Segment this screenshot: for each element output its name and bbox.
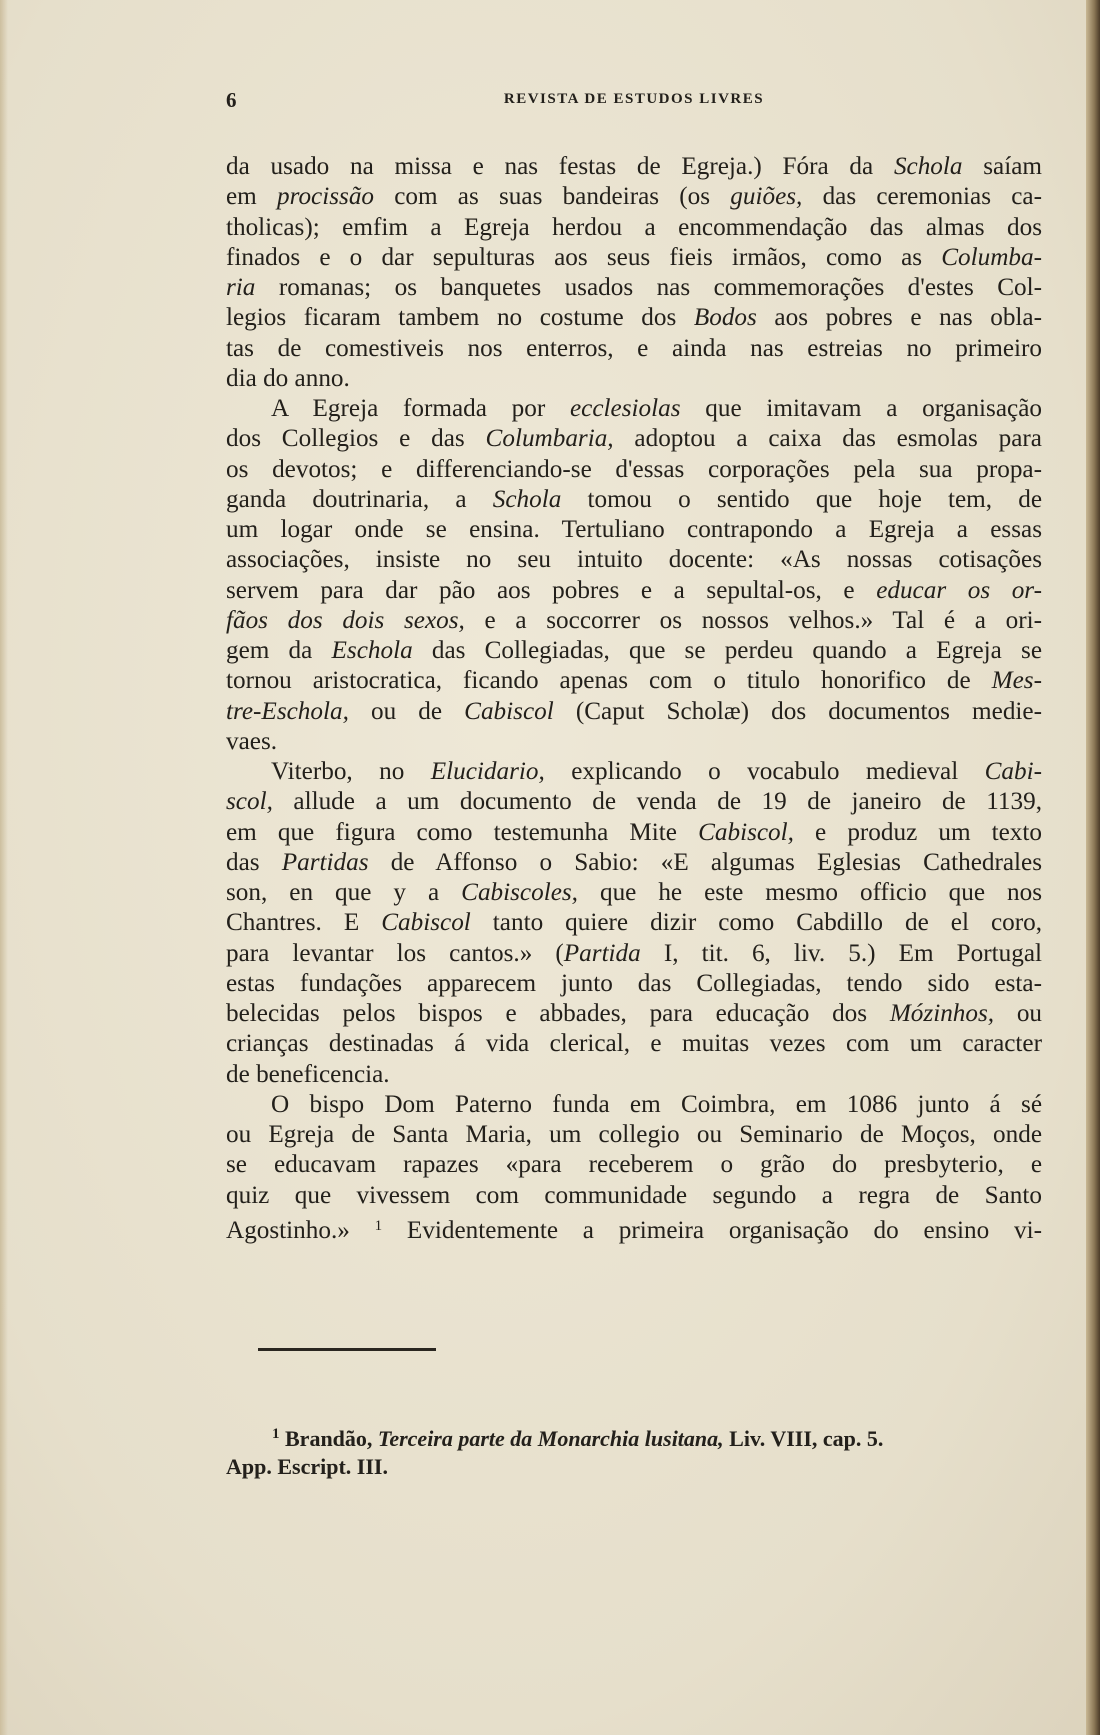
text-line: belecidas pelos bispos e abbades, para educação dos Mózinhos, ou [226, 1000, 1043, 1027]
text-line: ria romanas; os banquetes usados nas commemorações d'estes Col- [226, 274, 1042, 301]
text-line: um logar onde se ensina. Tertuliano contrapondo a Egreja a essas [226, 516, 1042, 543]
text-line: gem da Eschola das Collegiadas, que se perdeu quando a Egreja se [226, 637, 1043, 664]
text-line: Viterbo, no Elucidario, explicando o vocabulo medieval Cabi- [271, 758, 1042, 785]
text-line: tornou aristocratica, ficando apenas com o titulo honorifico de Mes- [226, 667, 1042, 695]
footnote-rule [258, 1348, 436, 1351]
text-line: legios ficaram tambem no costume dos Bodos aos pobres e nas obla- [226, 304, 1043, 332]
page-right-edge [1086, 0, 1100, 1735]
text-line: em que figura como testemunha Mite Cabiscol, e produz um texto [226, 818, 1042, 846]
body-text [226, 152, 1043, 1244]
text-line: em procissão com as suas bandeiras (os guiões, das ceremonias ca- [226, 183, 1042, 211]
text-line: da usado na missa e nas festas de Egreja.) Fóra da Schola saíam [226, 153, 1042, 180]
text-line: ou Egreja de Santa Maria, um collegio ou Seminario de Moços, onde [226, 1121, 1042, 1148]
text-line: estas fundações apparecem junto das Collegiadas, tendo sido esta- [226, 969, 1042, 997]
page-left-edge [0, 0, 8, 1735]
text-line: dia do anno. [226, 364, 350, 392]
text-line: son, en que y a Cabiscoles, que he este mesmo officio que nos [226, 879, 1042, 906]
text-line: A Egreja formada por ecclesiolas que imitavam a organisação [271, 395, 1042, 422]
text-line: de beneficencia. [226, 1060, 390, 1088]
running-title: REVISTA DE ESTUDOS LIVRES [503, 91, 765, 107]
text-line: ganda doutrinaria, a Schola tomou o sentido que hoje tem, de [226, 485, 1043, 513]
text-line: das Partidas de Affonso o Sabio: «E algumas Eglesias Cathedrales [226, 848, 1043, 876]
footnote-line: $^1$ Brandão, Terceira parte da Monarchia lusitana, Liv. VIII, cap. 5. [272, 1426, 884, 1451]
text-line: O bispo Dom Paterno funda em Coimbra, em 1086 junto á sé [271, 1090, 1042, 1118]
text-line: finados e o dar sepulturas aos seus fieis irmãos, como as Columba- [226, 243, 1042, 271]
text-line: Agostinho.» $^1$ Evidentemente a primeira organisação do ensino vi- [226, 1216, 1042, 1244]
text-line: se educavam rapazes «para receberem o grão do presbyterio, e [226, 1151, 1042, 1179]
text-line: fãos dos dois sexos, e a soccorrer os nossos velhos.» Tal é a ori- [226, 606, 1042, 634]
text-line: crianças destinadas á vida clerical, e muitas vezes com um caracter [226, 1030, 1042, 1058]
text-line: tholicas); emfim a Egreja herdou a encommendação das almas dos [226, 213, 1042, 241]
text-line: para levantar los cantos.» (Partida I, tit. 6, liv. 5.) Em Portugal [226, 939, 1043, 967]
text-line: Chantres. E Cabiscol tanto quiere dizir como Cabdillo de el coro, [226, 909, 1043, 937]
text-line: os devotos; e differenciando-se d'essas corporações pela sua propa- [226, 455, 1042, 483]
page-number: 6 [226, 88, 237, 112]
text-line: tre-Eschola, ou de Cabiscol (Caput Scholæ) dos documentos medie- [226, 697, 1042, 725]
text-line: vaes. [226, 727, 278, 755]
footnote-line: App. Escript. III. [226, 1454, 388, 1479]
text-line: dos Collegios e das Columbaria, adoptou a caixa das esmolas para [226, 425, 1042, 453]
text-line: tas de comestiveis nos enterros, e ainda nas estreias no primeiro [226, 334, 1042, 362]
text-line: servem para dar pão aos pobres e a sepultal-os, e educar os or- [226, 576, 1042, 604]
text-line: associações, insiste no seu intuito docente: «As nossas cotisações [226, 546, 1042, 574]
footnote [226, 1420, 1042, 1481]
text-line: scol, allude a um documento de venda de 19 de janeiro de 1139, [226, 788, 1042, 816]
page-header [226, 88, 1042, 118]
text-line: quiz que vivessem com communidade segundo a regra de Santo [226, 1181, 1042, 1209]
